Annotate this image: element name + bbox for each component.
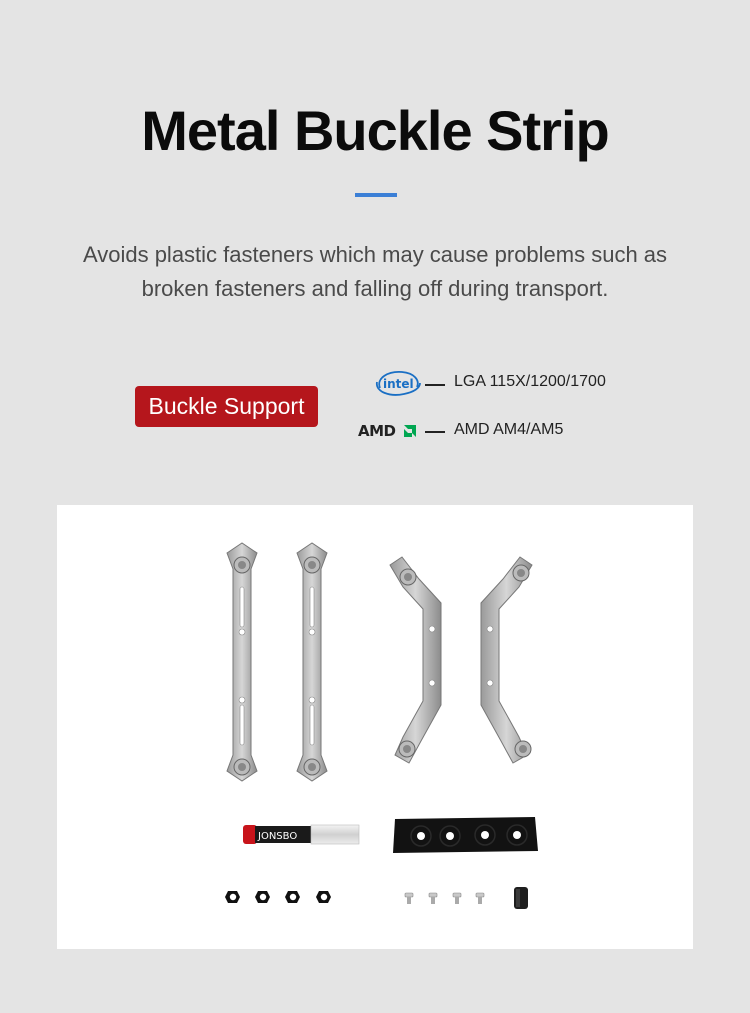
intel-spec: LGA 115X/1200/1700 [454, 373, 606, 390]
straight-bracket-left [227, 543, 257, 781]
intel-logo-text: intel [383, 377, 414, 391]
description [50, 238, 700, 306]
thermal-paste-syringe [243, 825, 359, 844]
paste-brand-text: JONSBO [258, 831, 298, 842]
accessory-kit-illustration [57, 505, 693, 949]
description-line-1: Avoids plastic fasteners which may cause problems such as [82, 242, 668, 267]
amd-dash [425, 431, 445, 433]
description-line-2: broken fasteners and falling off during transport. [141, 276, 609, 301]
rubber-pad-strip [393, 817, 538, 853]
product-photo [57, 505, 693, 949]
standoff [514, 887, 528, 909]
bent-bracket-left [390, 557, 441, 763]
page-title: Metal Buckle Strip [141, 99, 609, 162]
title-divider [355, 193, 397, 197]
buckle-support-badge: Buckle Support [135, 386, 318, 427]
bent-bracket-right [481, 557, 532, 763]
straight-bracket-right [297, 543, 327, 781]
amd-logo-text: AMD [358, 422, 396, 440]
intel-dash [425, 384, 445, 386]
amd-logo-icon [358, 421, 420, 441]
intel-logo-icon [374, 368, 422, 398]
amd-spec: AMD AM4/AM5 [454, 421, 564, 438]
screws [405, 893, 484, 904]
hex-nuts [225, 891, 331, 903]
